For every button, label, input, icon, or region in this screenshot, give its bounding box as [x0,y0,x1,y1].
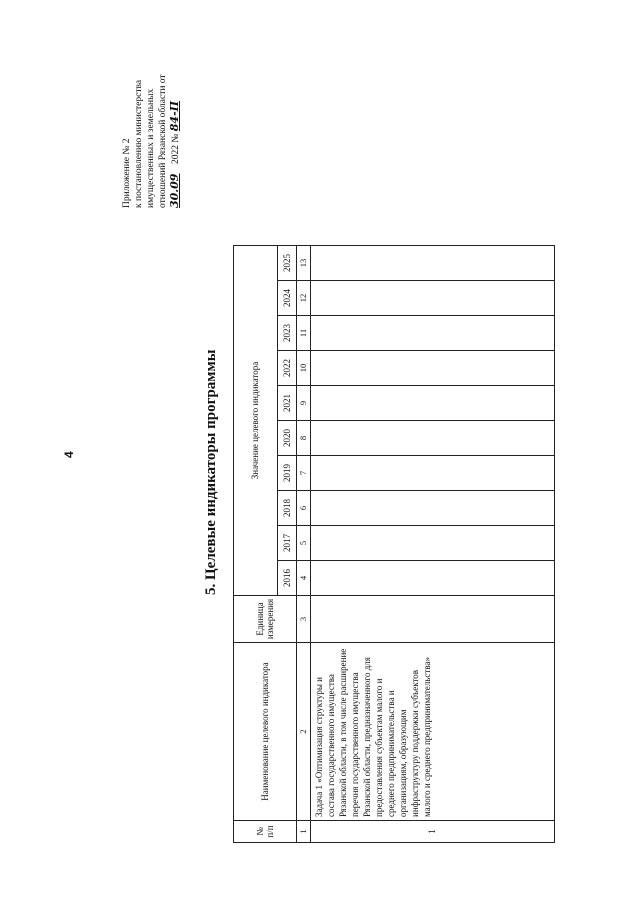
appendix-line-1: Приложение № 2 [122,138,132,208]
value-cell [310,456,554,491]
col-number: 10 [297,351,311,386]
col-number: 11 [297,316,311,351]
appendix-line-4: отношений Рязанской области от [158,74,168,208]
col-number: 6 [297,491,311,526]
col-number: 1 [297,821,311,843]
header-name: Наименование целевого индикатора [234,643,297,821]
header-value: Значение целевого индикатора [234,246,278,596]
header-unit: Единица измерения [234,596,297,643]
year-cell: 2016 [278,561,297,596]
year-cell: 2024 [278,281,297,316]
year-cell: 2020 [278,421,297,456]
indicator-unit [310,596,554,643]
appendix-date-line [169,23,182,208]
year-cell: 2023 [278,316,297,351]
col-number: 9 [297,386,311,421]
column-numbers-row [297,246,311,843]
value-cell [310,316,554,351]
col-number: 3 [297,596,311,643]
table-row [310,246,554,843]
page-number: 4 [62,451,76,458]
year-cell: 2021 [278,386,297,421]
col-number: 7 [297,456,311,491]
header-num: № п/п [234,821,297,843]
value-cell [310,351,554,386]
value-cell [310,491,554,526]
section-title: 5. Целевые индикаторы программы [203,349,219,595]
year-cell: 2025 [278,246,297,281]
col-number: 4 [297,561,311,596]
value-cell [310,281,554,316]
year-cell: 2022 [278,351,297,386]
col-number: 13 [297,246,311,281]
handwritten-date: 30.09 [168,173,181,208]
appendix-line-3: имущественных и земельных [146,88,156,208]
col-number: 5 [297,526,311,561]
col-number: 2 [297,643,311,821]
value-cell [310,246,554,281]
value-cell [310,526,554,561]
appendix-year: 2022 № [171,133,181,165]
value-cell [310,421,554,456]
row-number: 1 [310,821,554,843]
indicators-table [233,245,555,843]
appendix-line-2: к постановлению министерства [134,79,144,208]
col-number: 12 [297,281,311,316]
year-cell: 2017 [278,526,297,561]
col-number: 8 [297,421,311,456]
value-cell [310,561,554,596]
header-row [234,246,278,843]
year-cell: 2019 [278,456,297,491]
indicator-name: Задача 1 «Оптимизация структуры и состава государственного имущества Рязанской области, в том числе расширение перечня государственного имущества Рязанской области, предназначенного для предоставления субъектам малого и среднего предпринимательства и организациям, образующим инфраструктуру поддержки субъектов малого и среднего предпринимательства» [310,643,554,821]
handwritten-number: 84-П [168,100,181,132]
value-cell [310,386,554,421]
appendix-note [121,23,182,208]
year-cell: 2018 [278,491,297,526]
